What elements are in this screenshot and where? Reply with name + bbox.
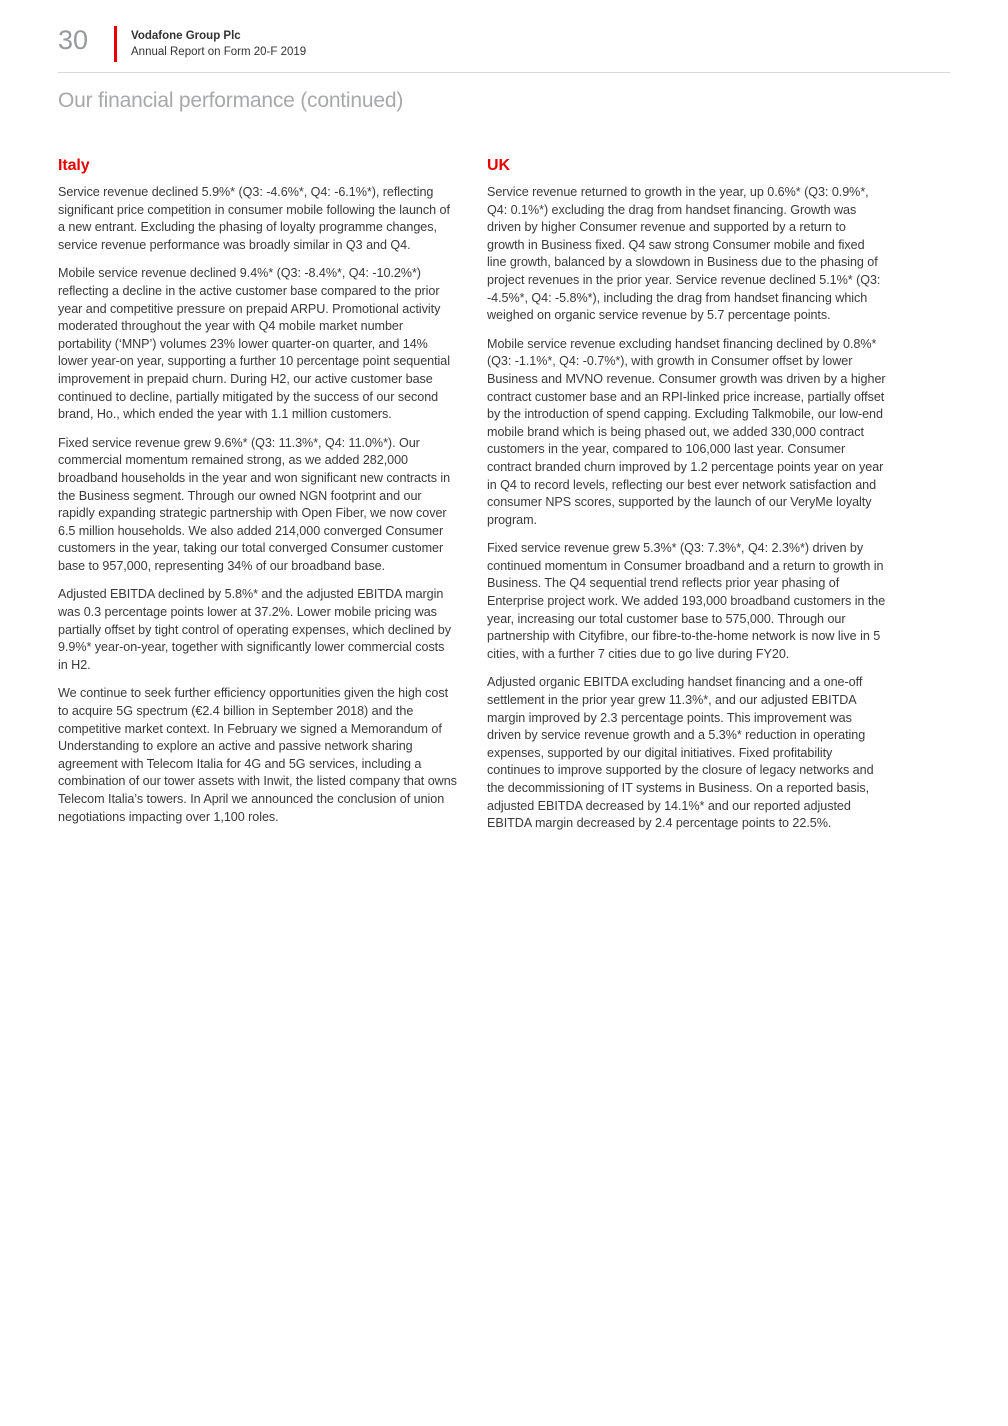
column-heading-italy: Italy (58, 157, 90, 174)
italy-paragraph-5: We continue to seek further efficiency opportunities given the high cost to acquire 5G spectrum (€2.4 billion in September 2018) and the competitive market context. In February we signed a Memorandum of Understanding to explore an active and passive network sharing agreement with Telecom Italia for 4G and 5G services, including a combination of our tower assets with Inwit, the listed company that owns Telecom Italia’s towers. In April we announced the conclusion of union negotiations impacting over 1,100 roles. (58, 686, 457, 824)
uk-paragraph-2: Mobile service revenue excluding handset financing declined by 0.8%* (Q3: -1.1%*, Q4: -0.7%*), with growth in Consumer offset by lower Business and MVNO revenue. Consumer growth was driven by a higher contract customer base and an RPI-linked price increase, partially offset by the introduction of spend capping. Excluding Talkmobile, our low-end mobile brand which is being phased out, we added 330,000 contract customers in the year, compared to 106,000 last year. Consumer contract branded churn improved by 1.2 percentage points year on year in Q4 to record levels, reflecting our best ever network satisfaction and consumer NPS scores, supported by the launch of our VeryMe loyalty program. (487, 336, 886, 527)
italy-paragraph-1: Service revenue declined 5.9%* (Q3: -4.6%*, Q4: -6.1%*), reflecting significant price competition in consumer mobile following the launch of a new entrant. Excluding the phasing of loyalty programme changes, service revenue performance was broadly similar in Q3 and Q4. (58, 185, 450, 252)
italy-paragraph-4: Adjusted EBITDA declined by 5.8%* and the adjusted EBITDA margin was 0.3 percentage points lower at 37.2%. Lower mobile pricing was partially offset by tight control of operating expenses, which declined by 9.9%* year-on-year, together with significantly lower commercial costs in H2. (58, 587, 452, 672)
italy-paragraph-3: Fixed service revenue grew 9.6%* (Q3: 11.3%*, Q4: 11.0%*). Our commercial momentum remained strong, as we added 282,000 broadband households in the year and won significant new contracts in the Business segment. Through our owned NGN footprint and our rapidly expanding strategic partnership with Open Fiber, we now cover 6.5 million households. We also added 214,000 converged Consumer customers in the year, taking our total converged Consumer customer base to 957,000, representing 34% of our broadband base. (58, 435, 451, 573)
brand-block (131, 26, 306, 60)
page-header (0, 0, 1008, 62)
section-title: Our financial performance (continued) (58, 89, 404, 112)
report-title: Annual Report on Form 20-F 2019 (131, 46, 307, 59)
uk-paragraph-3: Fixed service revenue grew 5.3%* (Q3: 7.3%*, Q4: 2.3%*) driven by continued momentum in Consumer broadband and a return to growth in Business. The Q4 sequential trend reflects prior year phasing of Enterprise project work. We added 193,000 broadband customers in the year, increasing our total customer base to 575,000. Through our partnership with Cityfibre, our fibre-to-the-home network is now live in 5 cities, with a further 7 cities due to go live during FY20. (487, 541, 886, 661)
header-rule (58, 72, 950, 73)
brand-name: Vodafone Group Plc (131, 30, 241, 42)
column-uk (487, 157, 886, 844)
content-columns (58, 157, 950, 844)
uk-paragraph-1: Service revenue returned to growth in the year, up 0.6%* (Q3: 0.9%*, Q4: 0.1%*) excluding the drag from handset financing. Growth was driven by higher Consumer revenue and supported by a return to growth in Business fixed. Q4 saw strong Consumer mobile and fixed line growth, balanced by a slowdown in Business due to the phasing of project revenues in the prior year. Service revenue declined 5.1%* (Q3: -4.5%*, Q4: -5.8%*), including the drag from handset financing which weighed on organic service revenue by 5.7 percentage points. (487, 185, 881, 323)
column-heading-uk: UK (487, 157, 510, 174)
page-number: 30 (58, 25, 89, 55)
uk-paragraph-4: Adjusted organic EBITDA excluding handset financing and a one-off settlement in the prior year grew 11.3%*, and our adjusted EBITDA margin improved by 2.3 percentage points. This improvement was driven by service revenue growth and a 5.3%* reduction in operating expenses, supported by our digital initiatives. Fixed profitability continues to improve supported by the closure of legacy networks and the decommissioning of IT systems in Business. On a reported basis, adjusted EBITDA decreased by 14.1%* and our reported adjusted EBITDA margin decreased by 2.4 percentage points to 22.5%. (487, 675, 874, 831)
header-red-divider (114, 26, 117, 62)
italy-paragraph-2: Mobile service revenue declined 9.4%* (Q3: -8.4%*, Q4: -10.2%*) reflecting a decline in the active customer base compared to the prior year and competitive pressure on prepaid ARPU. Promotional activity moderated throughout the year with Q4 mobile market number portability (‘MNP’) volumes 23% lower quarter-on quarter, and 14% lower year-on year, supporting a further 10 percentage point sequential improvement in prepaid churn. During H2, our active customer base continued to decline, partially mitigated by the success of our second brand, Ho., which ended the year with 1.1 million customers. (58, 266, 451, 422)
column-italy (58, 157, 457, 844)
